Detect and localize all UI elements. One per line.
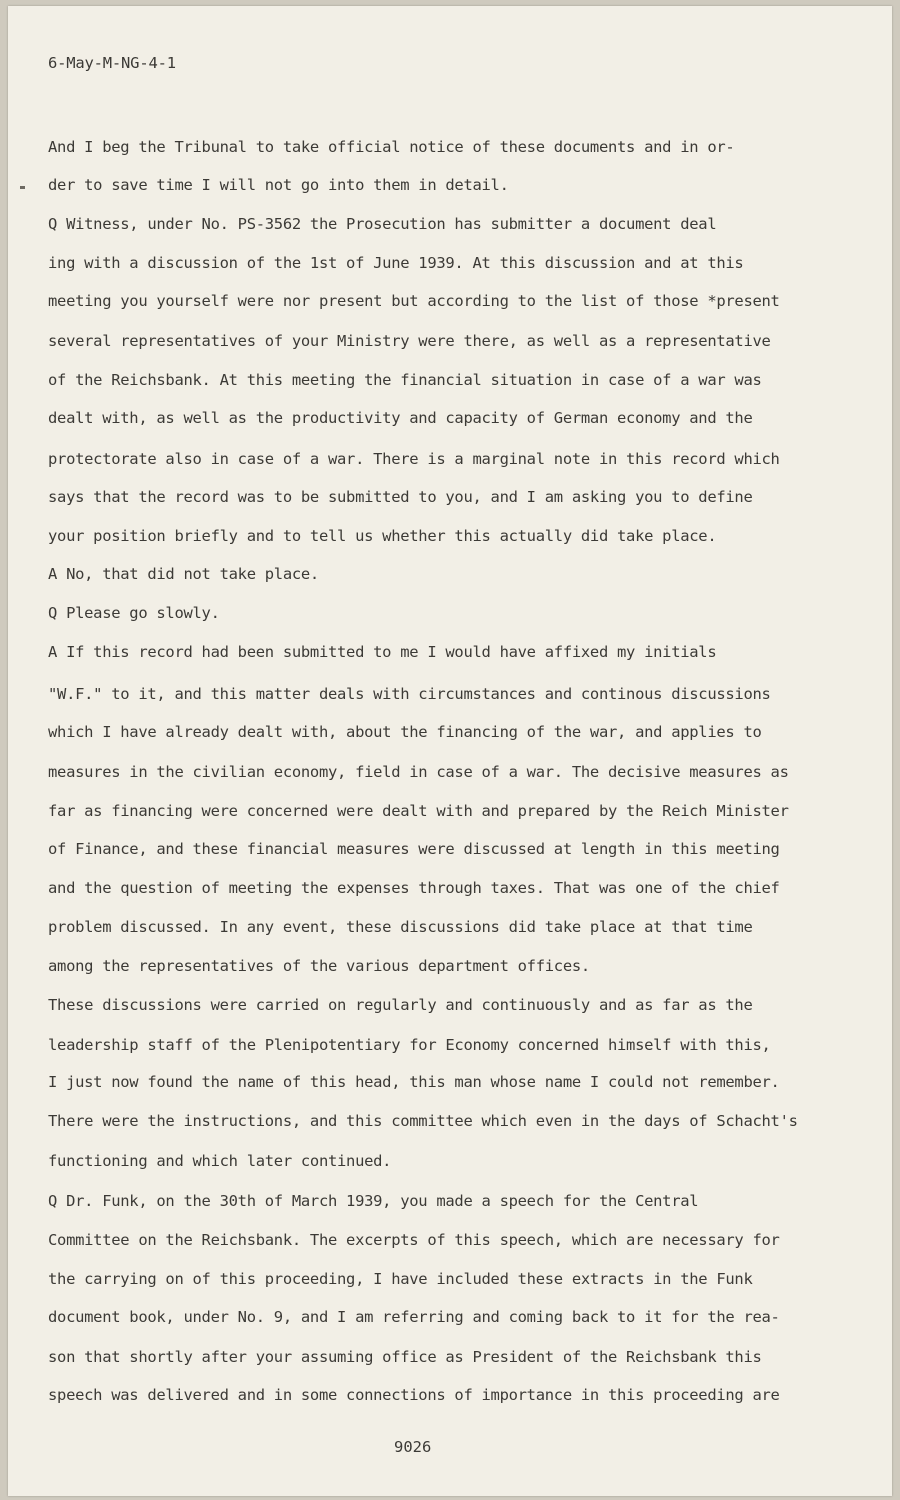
text-line: "W.F." to it, and this matter deals with circumstances and continous discussions (48, 685, 771, 703)
text-line: A If this record had been submitted to me I would have affixed my initials (48, 643, 717, 661)
text-line: der to save time I will not go into them in detail. (48, 176, 509, 194)
text-line: dealt with, as well as the productivity and capacity of German economy and the (48, 409, 753, 427)
text-line: meeting you yourself were nor present but according to the list of those *present (48, 292, 780, 310)
text-line: functioning and which later continued. (48, 1152, 392, 1170)
text-line: of Finance, and these financial measures were discussed at length in this meeting (48, 840, 780, 858)
text-line: says that the record was to be submitted to you, and I am asking you to define (48, 488, 753, 506)
document-page (8, 6, 892, 1496)
text-line: leadership staff of the Plenipotentiary for Economy concerned himself with this, (48, 1036, 771, 1054)
text-line: speech was delivered and in some connections of importance in this proceeding are (48, 1386, 780, 1404)
text-line: problem discussed. In any event, these discussions did take place at that time (48, 918, 753, 936)
text-line: which I have already dealt with, about the financing of the war, and applies to (48, 723, 762, 741)
text-line: among the representatives of the various department offices. (48, 957, 590, 975)
text-line: Q Dr. Funk, on the 30th of March 1939, you made a speech for the Central (48, 1192, 699, 1210)
page-number: 9026 (394, 1438, 432, 1456)
text-line: of the Reichsbank. At this meeting the financial situation in case of a war was (48, 371, 762, 389)
text-line: I just now found the name of this head, this man whose name I could not remember. (48, 1073, 780, 1091)
margin-mark (20, 186, 25, 189)
text-line: several representatives of your Ministry were there, as well as a representative (48, 332, 771, 350)
text-line: These discussions were carried on regularly and continuously and as far as the (48, 996, 753, 1014)
text-line: Committee on the Reichsbank. The excerpts of this speech, which are necessary for (48, 1231, 780, 1249)
text-line: the carrying on of this proceeding, I have included these extracts in the Funk (48, 1270, 753, 1288)
text-line: your position briefly and to tell us whether this actually did take place. (48, 527, 717, 545)
text-line: document book, under No. 9, and I am referring and coming back to it for the rea- (48, 1308, 780, 1326)
text-line: There were the instructions, and this committee which even in the days of Schacht's (48, 1112, 798, 1130)
text-line: son that shortly after your assuming office as President of the Reichsbank this (48, 1348, 762, 1366)
text-line: protectorate also in case of a war. There is a marginal note in this record which (48, 450, 780, 468)
text-line: A No, that did not take place. (48, 565, 319, 583)
text-line: far as financing were concerned were dealt with and prepared by the Reich Minister (48, 802, 789, 820)
text-line: Q Witness, under No. PS-3562 the Prosecution has submitter a document deal (48, 215, 717, 233)
document-reference-id: 6-May-M-NG-4-1 (48, 54, 176, 72)
text-line: ing with a discussion of the 1st of June 1939. At this discussion and at this (48, 254, 744, 272)
text-line: Q Please go slowly. (48, 604, 220, 622)
text-line: and the question of meeting the expenses through taxes. That was one of the chief (48, 879, 780, 897)
text-line: measures in the civilian economy, field in case of a war. The decisive measures as (48, 763, 789, 781)
text-line: And I beg the Tribunal to take official notice of these documents and in or- (48, 138, 735, 156)
